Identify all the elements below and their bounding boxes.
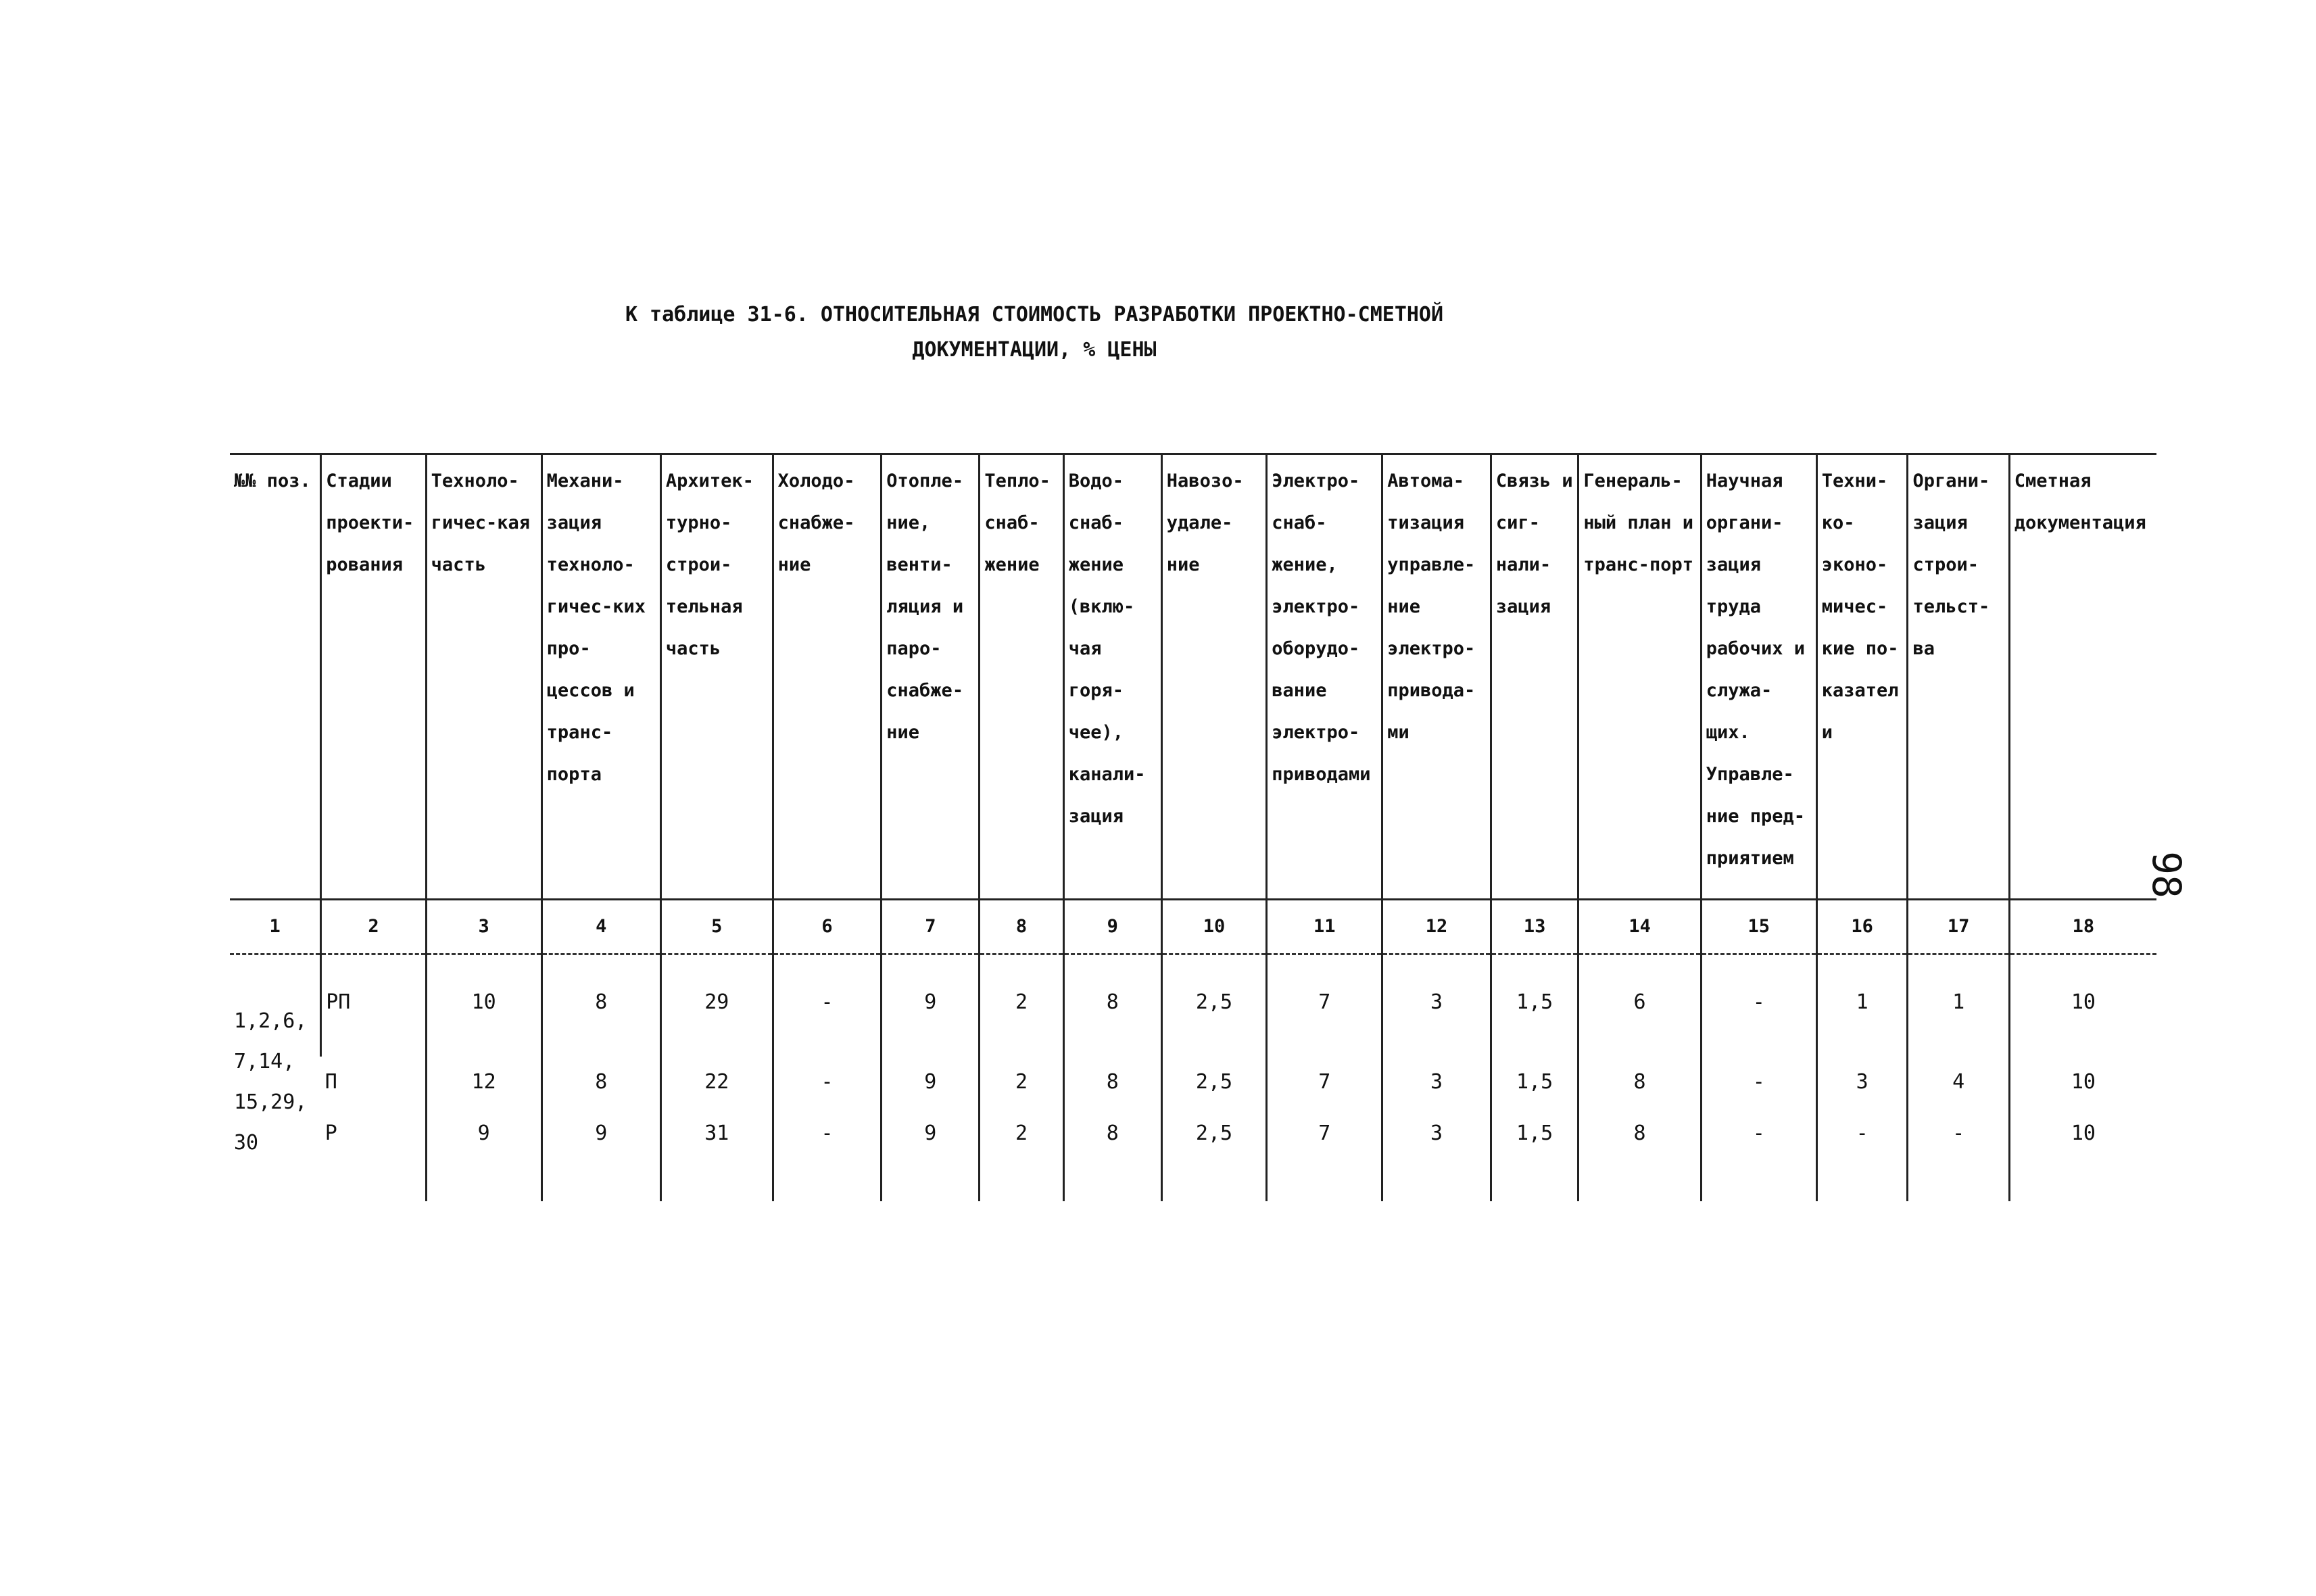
stage-cell: П: [324, 1070, 337, 1094]
column-number: 17: [1908, 900, 2009, 954]
table-cell: -: [773, 954, 882, 1057]
position-line: 30: [234, 1131, 259, 1155]
column-number: 7: [882, 900, 980, 954]
table-cell: 7: [1267, 954, 1382, 1057]
table-cell: -: [1701, 1108, 1816, 1201]
table-cell: 10: [2009, 954, 2156, 1057]
table-cell: 1: [1908, 954, 2009, 1057]
table-cell: 3: [1382, 1108, 1491, 1201]
header-cell: Навозо-удале-ние: [1161, 454, 1266, 900]
table-cell: 4: [1908, 1057, 2009, 1108]
header-cell: Техни-ко-эконо-мичес-кие по-казатели: [1816, 454, 1908, 900]
table-cell: 9: [541, 1108, 660, 1201]
position-line: 15,29,: [234, 1090, 308, 1114]
column-number: 10: [1161, 900, 1266, 954]
table-row: [230, 1108, 2156, 1201]
table-cell: 6: [1578, 954, 1701, 1057]
table-cell: 8: [541, 954, 660, 1057]
table-cell: 8: [1578, 1108, 1701, 1201]
header-cell: Техноло-гичес-кая часть: [426, 454, 541, 900]
table-cell: 9: [882, 1108, 980, 1201]
header-cell: Механи-зация техноло-гичес-ких про-цессов и транс-порта: [541, 454, 660, 900]
column-number: 18: [2009, 900, 2156, 954]
header-cell: Генераль-ный план и транс-порт: [1578, 454, 1701, 900]
table-cell: 10: [2009, 1108, 2156, 1201]
table-title: [561, 297, 1507, 368]
table-row: [230, 954, 2156, 1057]
column-number: 1: [230, 900, 321, 954]
column-number: 9: [1063, 900, 1161, 954]
table-cell: 8: [1063, 1057, 1161, 1108]
page-number: 98: [2143, 851, 2190, 898]
column-number: 11: [1267, 900, 1382, 954]
stage-cell: Р: [324, 1121, 337, 1145]
column-number: 16: [1816, 900, 1908, 954]
table-cell: 8: [541, 1057, 660, 1108]
column-number: 8: [980, 900, 1063, 954]
table-cell: 8: [1578, 1057, 1701, 1108]
table-cell: 1,5: [1491, 1108, 1578, 1201]
header-cell: Связь и сиг-нали-зация: [1491, 454, 1578, 900]
table-cell: -: [1816, 1108, 1908, 1201]
table-cell: 3: [1382, 954, 1491, 1057]
table-cell: 9: [882, 1057, 980, 1108]
header-cell: Архитек-турно-строи-тельная часть: [660, 454, 773, 900]
column-number: 6: [773, 900, 882, 954]
table-cell: -: [1701, 954, 1816, 1057]
column-number: 13: [1491, 900, 1578, 954]
column-number-row: [230, 900, 2156, 954]
table-cell: 7: [1267, 1057, 1382, 1108]
table-cell: 29: [660, 954, 773, 1057]
table-cell: 31: [660, 1108, 773, 1201]
header-cell: Водо-снаб-жение (вклю-чая горя-чее), канали-зация: [1063, 454, 1161, 900]
column-number: 15: [1701, 900, 1816, 954]
table-cell: 9: [426, 1108, 541, 1201]
header-cell: Отопле-ние, венти-ляция и паро-снабже-ние: [882, 454, 980, 900]
table-cell: -: [773, 1108, 882, 1201]
table-row: [230, 1057, 2156, 1108]
table-cell: 3: [1816, 1057, 1908, 1108]
header-cell: №№ поз.: [230, 454, 321, 900]
header-row: [230, 454, 2156, 900]
table-cell: 9: [882, 954, 980, 1057]
table-cell: 2,5: [1161, 1057, 1266, 1108]
stage-cell: РП: [321, 954, 426, 1057]
table-cell: 3: [1382, 1057, 1491, 1108]
column-number: 2: [321, 900, 426, 954]
table-cell: -: [1701, 1057, 1816, 1108]
title-line-1: К таблице 31-6. ОТНОСИТЕЛЬНАЯ СТОИМОСТЬ РАЗРАБОТКИ ПРОЕКТНО-СМЕТНОЙ: [625, 303, 1444, 327]
column-number: 12: [1382, 900, 1491, 954]
cost-table: [230, 453, 2156, 1201]
header-cell: Автома-тизация управле-ние электро-привода-ми: [1382, 454, 1491, 900]
title-line-2: ДОКУМЕНТАЦИИ, % ЦЕНЫ: [912, 338, 1157, 362]
column-number: 3: [426, 900, 541, 954]
position-line: 1,2,6,: [234, 1009, 308, 1033]
table-cell: 10: [2009, 1057, 2156, 1108]
header-cell: Стадии проекти-рования: [321, 454, 426, 900]
table-cell: 2: [980, 1057, 1063, 1108]
column-number: 5: [660, 900, 773, 954]
column-number: 14: [1578, 900, 1701, 954]
header-cell: Сметная документация: [2009, 454, 2156, 900]
table-cell: 22: [660, 1057, 773, 1108]
header-cell: Органи-зация строи-тельст-ва: [1908, 454, 2009, 900]
header-cell: Холодо-снабже-ние: [773, 454, 882, 900]
table-cell: 12: [426, 1057, 541, 1108]
table-cell: 10: [426, 954, 541, 1057]
table-cell: 8: [1063, 954, 1161, 1057]
column-number: 4: [541, 900, 660, 954]
header-cell: Электро-снаб-жение, электро-оборудо-вание электро-приводами: [1267, 454, 1382, 900]
table-cell: 2: [980, 954, 1063, 1057]
table-cell: 1,5: [1491, 954, 1578, 1057]
header-cell: Тепло-снаб-жение: [980, 454, 1063, 900]
table-cell: -: [773, 1057, 882, 1108]
table-cell: 2: [980, 1108, 1063, 1201]
table-cell: -: [1908, 1108, 2009, 1201]
table-cell: 1,5: [1491, 1057, 1578, 1108]
position-numbers-cell: [230, 954, 321, 1202]
table-cell: 2,5: [1161, 954, 1266, 1057]
table-cell: 1: [1816, 954, 1908, 1057]
position-line: 7,14,: [234, 1050, 295, 1073]
table-cell: 2,5: [1161, 1108, 1266, 1201]
header-cell: Научная органи-зация труда рабочих и служа-щих. Управле-ние пред-приятием: [1701, 454, 1816, 900]
table-cell: 8: [1063, 1108, 1161, 1201]
table-cell: 7: [1267, 1108, 1382, 1201]
